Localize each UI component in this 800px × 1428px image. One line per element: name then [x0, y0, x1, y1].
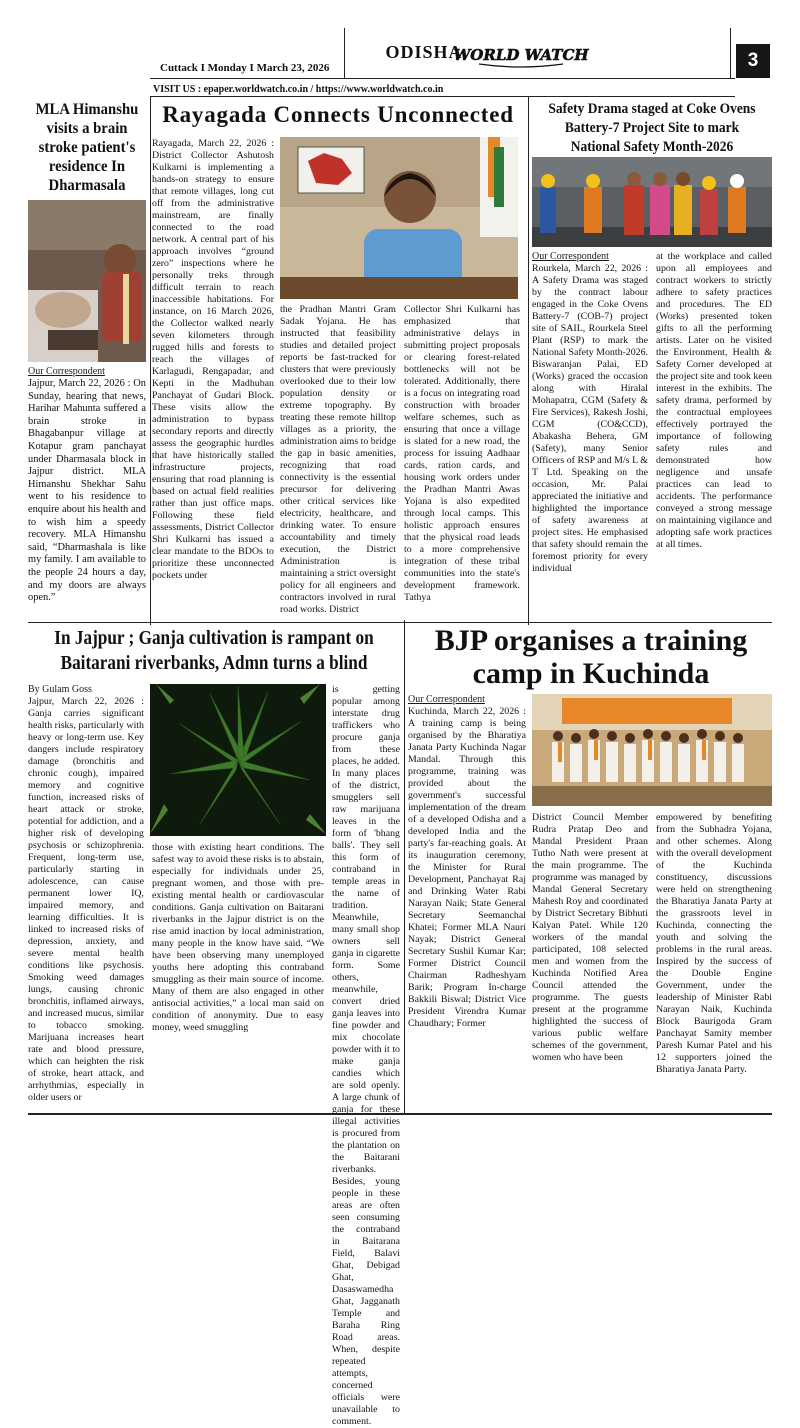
mla-visit-photo [28, 200, 146, 362]
story4-byline: By Gulam Goss [28, 684, 92, 695]
story3-col2: at the workplace and called upon all employees and contract workers to strictly adhere to safety practices and procedures. The ED (Works) presented token gifts to all the performing artists. Later on he visited the Environment, Health & Safety Corner developed at the project site and took keen interest in the exhibits. The safety drama, performed by the contractual employees effectively portrayed the importance of following safety rules and demonstrated how negligence and unsafe practices can lead to accidents. The performance conveyed a strong message on maintaining vigilance and adopting safe work practices at all times. [656, 251, 772, 550]
safety-drama-photo [532, 157, 772, 247]
story5-col3: empowered by benefiting from the Subhadra Yojana, and other schemes. Along with the overall development of the Kuchinda constituency, discussions were held on strengthening the Bharatiya Janata Party at the grassroots level in Kuchinda, connecting the youth and solving the problems in the rural areas. Inspired by the success of the Double Engine Government, under the leadership of Minister Rabi Narayan Naik, Kuchinda Block Baurigoda Gram Panchayat Samity member Paresh Kumar Patel and his 12 supporters joined the Bharatiya Janata Party. [656, 812, 772, 1075]
story2-col1: Rayagada, March 22, 2026 : District Collector Ashutosh Kulkarni is implementing a hands-on strategy to ensure that remote villages, long cut off from the administrative mainstream, are finally connected to the road network. A central part of his approach involves “ground zero” inspections where he personally treks through difficult terrain to reach inaccessible habitations. For instance, on 16 March 2026, the Collector walked nearly seven kilometers through rugged hills and forests to reach the villages of Karlagudi, Rengapadar, and Kepti in the Madhuban Panchayat of Gudari Block. These visits allow the administration to bypass secondary reports and directly assess the geographic hurdles that have historically stalled infrastructure projects, ensuring that road planning is based on actual field realities rather than just office maps. Following these field assessments, District Collector Shri Kulkarni has issued a clear mandate to the BDOs to prioritize these unconnected pockets under [152, 138, 274, 581]
story5-col2: District Council Member Rudra Pratap Deo and Mandal President Praan Tutho Nath were present at the main programme. The programme was managed by Mandal General Secretary Mahesh Roy and coordinated by District Secretary Bibhuti Kalyan Patel. While 120 workers of the mandal participated, 108 selected men and women from the Kuchinda Notified Area Council attended the programme. The guests present at the programme highlighted the success of various public welfare schemes of the government, women who have been [532, 812, 649, 1063]
collector-photo [280, 137, 518, 299]
masthead-divider-right [730, 28, 731, 78]
story5-headline: BJP organises a training camp in Kuchinda [434, 624, 748, 690]
story4-headline: In Jajpur ; Ganja cultivation is rampant on Baitarani riverbanks, Admn turns a blind [54, 627, 374, 674]
masthead-rule-bottom [150, 96, 735, 97]
story1-headline: MLA Himanshu visits a brain stroke patient's residence In Dharmasala [35, 101, 139, 194]
story1-text [28, 366, 146, 620]
story1-body: Jajpur, March 22, 2026 : On Sunday, hearing that news, Harihar Mahunta suffered a brain stroke in Bhagabanpur village at Kotapur gram panchayat under Dharmasala block in Jajpur district. MLA Himanshu Shekhar Sahu went to his residence to enquire about his health and to wish him a speedy recovery. MLA Himanshu said, “Dharmashala is like my family. I am available to the people 24 hours a day, and my doors are always open.” [28, 378, 146, 604]
edition-label: ODISHA [385, 42, 463, 62]
masthead-rule-top [150, 78, 735, 79]
column-rule-1 [150, 97, 151, 625]
column-rule-2 [528, 97, 529, 625]
world-watch-logo [453, 40, 589, 68]
column-rule-3 [404, 620, 405, 1113]
story4-col3: is getting popular among interstate drug traffickers who procure ganja from these places, he added. In many places of the district, smugglers sell raw marijuana leaves in the form of 'bhang balls'. They sell this form of contraband in temple areas in the name of tradition. Meanwhile, many small shop owners sell ganja in cigarette form. Some others, meanwhile, convert dried ganja leaves into fine powder and mix chocolate powder with it to make ganja candies which are sold openly. A large chunk of ganja for these illegal activities is procured from the plantation on the Baitarani riverbanks. Besides, young people in these areas are often seen consuming the contraband in Baitarana Field, Balavi Ghat, Debigad Ghat, Dasaswamedha Ghat, Jagganath Temple and Baraha Ring Road areas. When, despite repeated attempts, concerned officials were unavailable to comment. [332, 684, 400, 1427]
story2-headline: Rayagada Connects Unconnected [162, 102, 514, 127]
story5-byline: Our Correspondent [408, 694, 485, 705]
dateline: Cuttack I Monday I March 23, 2026 [160, 62, 330, 74]
story5-col1: Our Correspondent Kuchinda, March 22, 2026 : A training camp is being organised by the Bharatiya Janata Party Kuchinda Nagar Mandal. Through this programme, training was provided about the government's successful implementation of the dream of a developed Odisha and a developed India and the party's far-reaching goals. At its inauguration ceremony, the Minister for Rural Development, Panchayat Raj and Drinking Water Rabi Narayan Naik; State General Secretary Seemanchal Khatei; Former MLA Nauri Nayak; District General Secretary Sushil Kumar Kar; Former District Council Chairman Radheshyam Barik; Program In-charge Bakkili Biswal; District Vice President Virendra Kumar Chaudhary; Former [408, 694, 526, 1029]
bjp-camp-photo [532, 694, 772, 806]
footer-rule [28, 1113, 772, 1115]
story2-col3: Collector Shri Kulkarni has emphasized that administrative delays in submitting project proposals or clearing forest-related bottlenecks will not be tolerated. Additionally, there is a focus on integrating road construction with broader welfare schemes, such as ensuring that once a village is slated for a new road, the process for issuing Aadhaar cards, ration cards, and housing work orders under the Pradhan Mantri Awas Yojana is also expedited through local camps. This holistic approach ensures that the physical road leads to a more comprehensive integration of these tribal communities into the state's development framework. Tathya [404, 304, 520, 603]
story3-headline: Safety Drama staged at Coke Ovens Battery-7 Project Site to mark National Safety Month-2026 [548, 101, 756, 155]
story2-col2: the Pradhan Mantri Gram Sadak Yojana. He has instructed that feasibility studies and detailed project reports be fast-tracked for clusters that were previously overlooked due to their low population density or extreme topography. By treating these remote hilltop villages as a priority, the administration aims to bridge the gap in basic amenities, recognizing that road connectivity is the essential precursor for delivering other critical services like electricity, healthcare, and drinking water. To ensure accountability and timely execution, the District Administration is maintaining a strict oversight policy for all engineers and contractors involved in rural road works. District [280, 304, 397, 615]
story3-col1: Our Correspondent Rourkela, March 22, 2026 : A Safety Drama was staged by the contract labour engaged in the Coke Ovens Battery-7 (COB-7) project site of SAIL, Rourkela Steel Plant (RSP) to mark the National Safety Month-2026. Biswaranjan Palai, ED (Works) graced the occasion along with Hiralal Mohapatra, CGM (Safety & Fire Services), Rakesh Joshi, CGM (CO&CCD), Abakasha Behera, GM (Safety), many Senior Officers of RSP and M/s L & T Ltd. Speaking on the occasion, Mr. Palai appreciated the initiative and highlighted the importance of safety awareness at project sites. He emphasised that safety should remain the foremost priority for every individual [532, 251, 649, 574]
story4-col1: By Gulam Goss Jajpur, March 22, 2026 : Ganja carries significant health risks, particularly with heavy or long-term use. Key dangers include respiratory damage (bronchitis and chronic cough), impaired memory and cognitive function, increased risks of heart attack or stroke, potential for addiction, and a higher risk of developing psychosis or schizophrenia. Frequent, long-term use, particularly starting in adolescence, can cause permanent lower IQ, impaired memory, and learning difficulties. It is linked to increased risks of depression, anxiety, and severe mental health conditions like psychosis. Smoking weed damages lungs, causing chronic bronchitis, inflamed airways, and increased mucus, similar to tobacco smoking. Marijuana increases heart rate and blood pressure, which can heighten the risk of stroke, heart attack, and arrhythmias, especially in older users or [28, 684, 144, 1103]
story4-col2: those with existing heart conditions. The safest way to avoid these risks is to abstain, especially for individuals under 25, pregnant women, and those with pre-existing mental health or cardiovascular conditions. Ganja cultivation on Baitarani riverbanks in the Jajpur district is on the rise amid inaction by local administration, many people in the know have said. “We have been observing many unemployed youths here adopting this contraband smuggling as their main source of income. Many of them are also engaged in other antisocial activities,” a local man said on condition of anonymity. Due to easy money, weed smuggling [152, 842, 324, 1033]
svg-text:WORLD WATCH: WORLD WATCH [453, 46, 589, 64]
masthead-divider-left [344, 28, 345, 78]
story3-byline: Our Correspondent [532, 251, 609, 262]
page-number: 3 [736, 44, 770, 78]
section-rule [28, 622, 772, 623]
story1-byline: Our Correspondent [28, 366, 105, 377]
website-line[interactable]: VISIT US : epaper.worldwatch.co.in / https://www.worldwatch.co.in [153, 84, 444, 95]
ganja-plant-photo [150, 684, 326, 836]
